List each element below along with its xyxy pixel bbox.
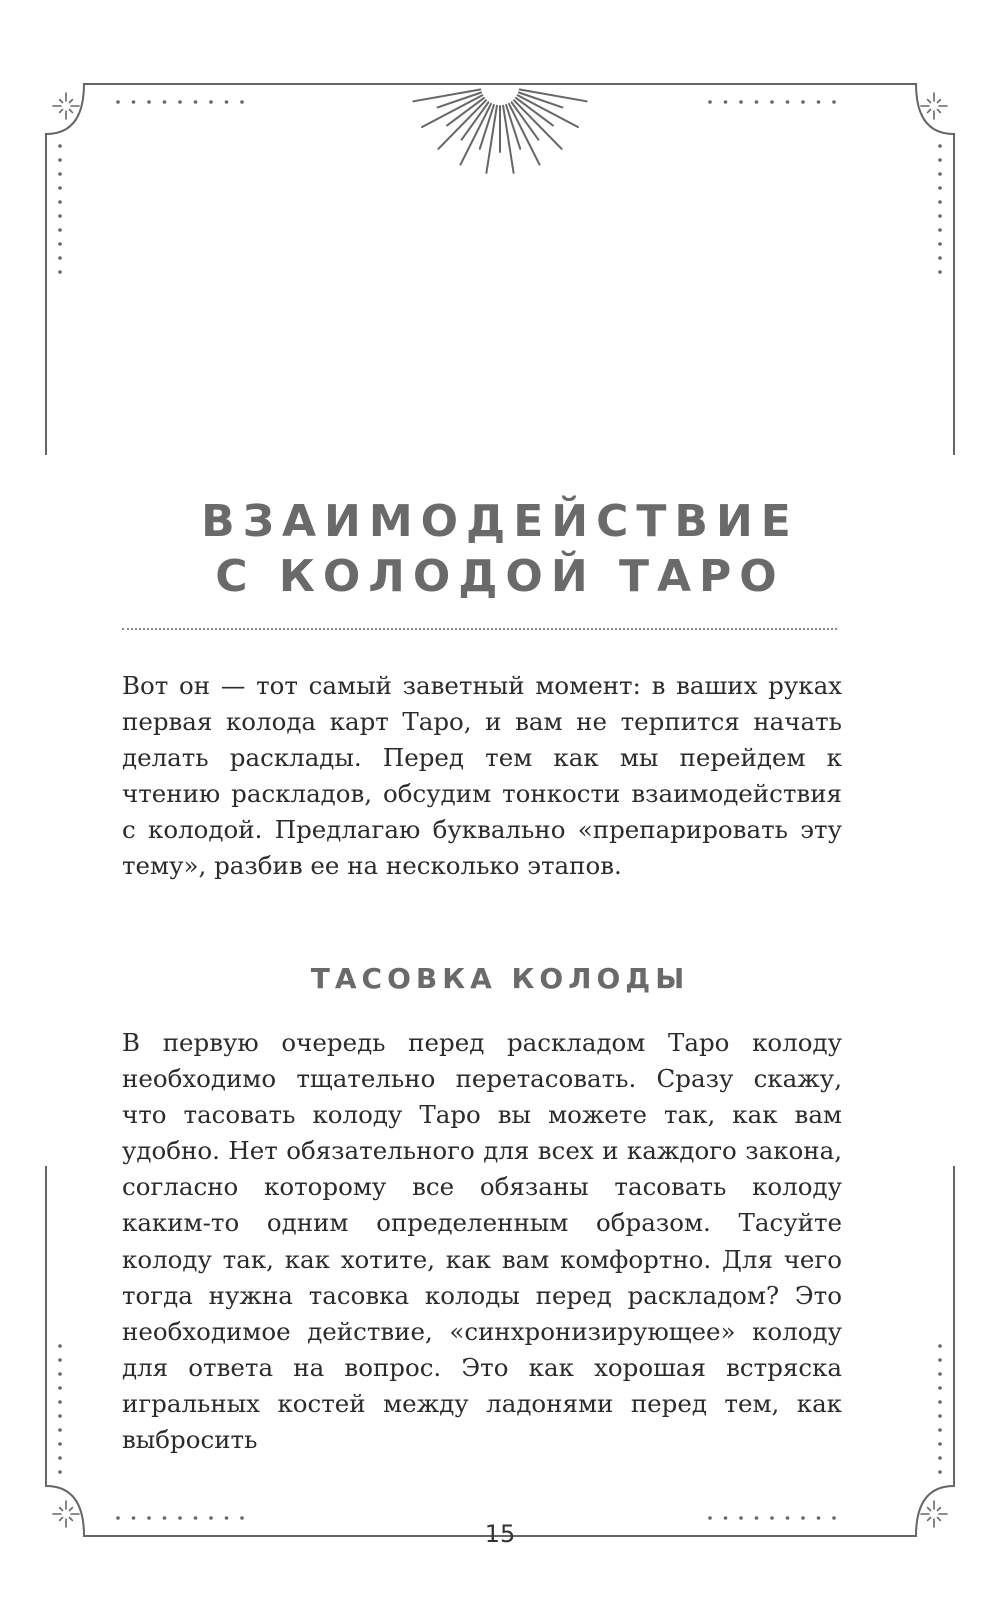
- frame-top-right-corner: [904, 84, 954, 455]
- ornament-dot: [938, 1456, 942, 1460]
- ornament-dot: [938, 158, 942, 162]
- ornament-dot: [938, 1386, 942, 1390]
- ornament-dot: [58, 242, 62, 246]
- sun-ray: [438, 100, 486, 149]
- ornament-dot: [938, 172, 942, 176]
- ornament-dot: [58, 214, 62, 218]
- frame-bottom-left-corner: [46, 1166, 96, 1536]
- ornament-dot: [938, 1428, 942, 1432]
- ornament-dot: [163, 100, 167, 104]
- ornament-dot: [58, 172, 62, 176]
- ornament-dot: [938, 186, 942, 190]
- ornament-dot: [58, 256, 62, 260]
- ornament-dot: [116, 100, 120, 104]
- ornament-dot: [58, 144, 62, 148]
- chapter-title-line-1: ВЗАИМОДЕЙСТВИЕ: [201, 496, 799, 547]
- ornament-dot: [938, 228, 942, 232]
- ornament-dot: [708, 100, 712, 104]
- ornament-dot: [58, 1386, 62, 1390]
- sparkle-icon: [53, 93, 79, 119]
- section-heading: ТАСОВКА КОЛОДЫ: [310, 962, 690, 995]
- ornament-dot: [938, 242, 942, 246]
- ornament-dot: [938, 256, 942, 260]
- ornament-dot: [938, 1400, 942, 1404]
- ornament-dot: [58, 1456, 62, 1460]
- ornament-dot: [58, 1414, 62, 1418]
- title-divider: [122, 628, 837, 630]
- section-paragraph: В первую очередь перед раскладом Таро колоду необходимо тщательно перетасовать. Сразу скажу, что тасовать колоду Таро вы можете так, как вам удобно. Нет обязательного для всех и каждого закона, согласно которому все обязаны тасовать колоду каким-то одним определенным образом. Тасуйте колоду так, как хотите, как вам комфортно. Для чего тогда нужна тасовка колоды перед раскладом? Это необходимое действие, «синхронизирующее» колоду для ответа на вопрос. Это как хорошая встряска игральных костей между ладонями перед тем, как выбросить: [122, 1028, 842, 1455]
- ornament-dot: [817, 100, 821, 104]
- ornament-dot: [770, 100, 774, 104]
- ornament-dot: [58, 1428, 62, 1432]
- frame-top-left-corner: [46, 84, 96, 455]
- ornament-dot: [132, 100, 136, 104]
- ornament-dot: [194, 100, 198, 104]
- ornament-dot: [58, 1442, 62, 1446]
- sun-ray: [503, 106, 513, 173]
- ornament-dot: [938, 1442, 942, 1446]
- sparkle-icon: [921, 93, 947, 119]
- sun-ornament: [413, 90, 586, 173]
- ornament-dot: [938, 1414, 942, 1418]
- ornament-dot: [58, 1400, 62, 1404]
- ornament-dot: [58, 158, 62, 162]
- ornament-dot: [938, 144, 942, 148]
- ornament-dot: [755, 100, 759, 104]
- page-number: 15: [484, 1520, 516, 1548]
- sun-ray: [514, 100, 562, 149]
- ornament-dot: [58, 200, 62, 204]
- ornament-dot: [801, 100, 805, 104]
- ornament-dot: [58, 1344, 62, 1348]
- ornament-dot: [58, 186, 62, 190]
- ornament-dot: [938, 1344, 942, 1348]
- ornament-dot: [832, 100, 836, 104]
- ornament-dot: [938, 214, 942, 218]
- chapter-title-line-2: С КОЛОДОЙ ТАРО: [215, 551, 785, 602]
- sun-ray: [486, 106, 497, 173]
- ornament-dot: [786, 100, 790, 104]
- frame-bottom-right-corner: [904, 1166, 954, 1536]
- ornament-dot: [58, 270, 62, 274]
- intro-paragraph: Вот он — тот самый заветный момент: в ваших руках первая колода карт Таро, и вам не терпится начать делать расклады. Перед тем как мы перейдем к чтению раскладов, обсудим тонкости взаимодействия с колодой. Предлагаю буквально «препарировать эту тему», разбив ее на несколько этапов.: [122, 671, 842, 881]
- ornament-dot: [938, 1372, 942, 1376]
- ornament-dot: [178, 100, 182, 104]
- ornament-dot: [58, 1358, 62, 1362]
- ornament-dot: [739, 100, 743, 104]
- ornament-dot: [58, 1372, 62, 1376]
- ornament-dot: [58, 1470, 62, 1474]
- ornament-dot: [938, 270, 942, 274]
- ornament-dot: [147, 100, 151, 104]
- ornament-dot: [225, 100, 229, 104]
- ornament-dot: [240, 100, 244, 104]
- ornament-dot: [58, 228, 62, 232]
- ornament-dot: [209, 100, 213, 104]
- ornament-dot: [938, 200, 942, 204]
- ornament-dot: [938, 1358, 942, 1362]
- ornament-dot: [724, 100, 728, 104]
- ornament-dot: [938, 1470, 942, 1474]
